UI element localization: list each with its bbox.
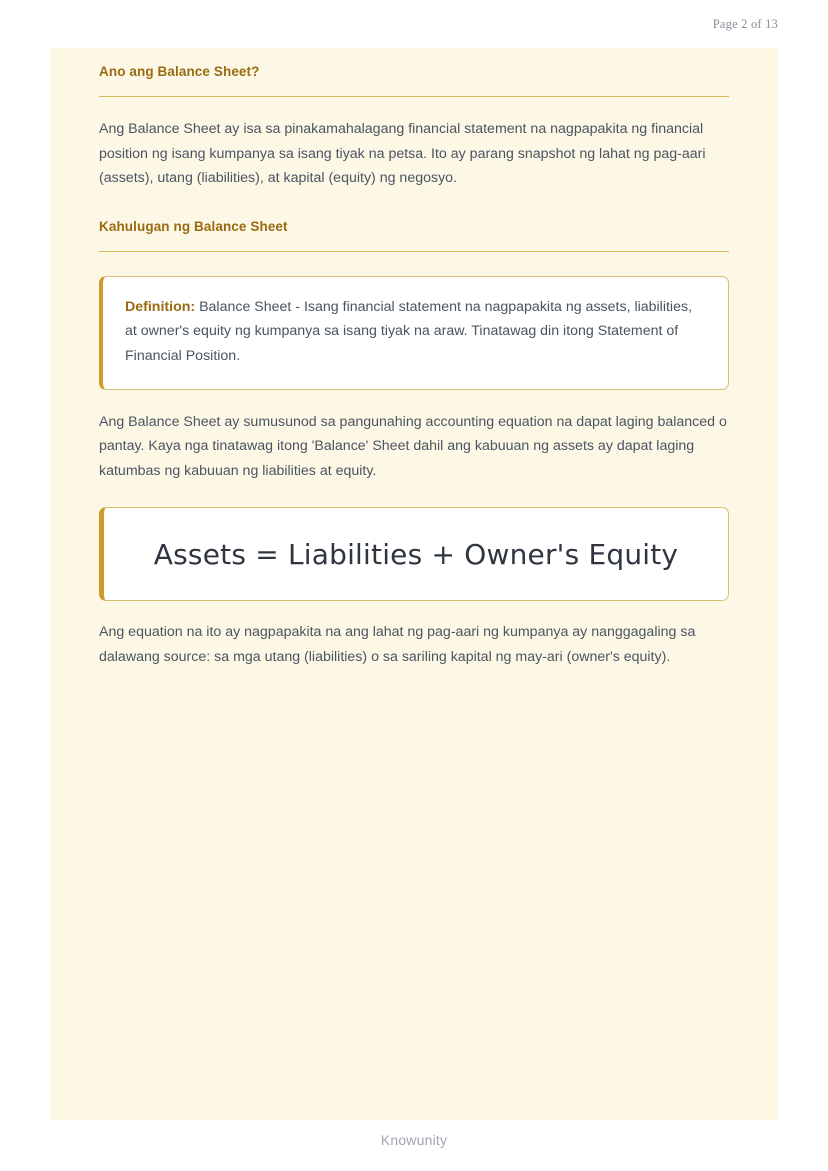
section-heading-what-is-balance-sheet: Ano ang Balance Sheet? [99, 64, 260, 79]
footer-brand: Knowunity [380, 1132, 448, 1148]
page-number-indicator: Page 2 of 13 [712, 17, 778, 31]
section-heading-definition: Kahulugan ng Balance Sheet [99, 218, 288, 234]
paragraph-equation-intro: Ang Balance Sheet ay sumusunod sa pangunahing accounting equation na dapat laging balanced o pantay. Kaya nga tinatawag itong 'Balance' Sheet dahil ang kabuuan ng assets ay dapat laging katumbas ng kabuuan ng liabilities at equity. [99, 413, 727, 479]
page-header [0, 0, 828, 48]
definition-text [125, 295, 706, 369]
definition-callout [99, 276, 729, 390]
heading-divider [99, 96, 729, 97]
paragraph-equation-explain: Ang equation na ito ay nagpapakita na ang lahat ng pag-aari ng kumpanya ay nanggagaling sa dalawang source: sa mga utang (liabilities) o sa sariling kapital ng may-ari (owner's equity). [99, 624, 696, 665]
equation-callout [99, 507, 729, 601]
definition-label: Definition: [125, 298, 196, 315]
paragraph-intro: Ang Balance Sheet ay isa sa pinakamahalagang financial statement na nagpapakita ng financial position ng isang kumpanya sa isang tiyak na petsa. Ito ay parang snapshot ng lahat ng pag-aari (assets), utang (liabilities), at kapital (equity) ng negosyo. [99, 121, 706, 187]
document-page [50, 48, 778, 1120]
definition-body: Balance Sheet - Isang financial statement na nagpapakita ng assets, liabilities, at owner's equity ng kumpanya sa isang tiyak na araw. Tinatawag din itong Statement of Financial Position. [125, 298, 693, 364]
accounting-equation: Assets = Liabilities + Owner's Equity [153, 537, 679, 571]
heading-divider [99, 251, 729, 252]
document-content [50, 48, 778, 670]
